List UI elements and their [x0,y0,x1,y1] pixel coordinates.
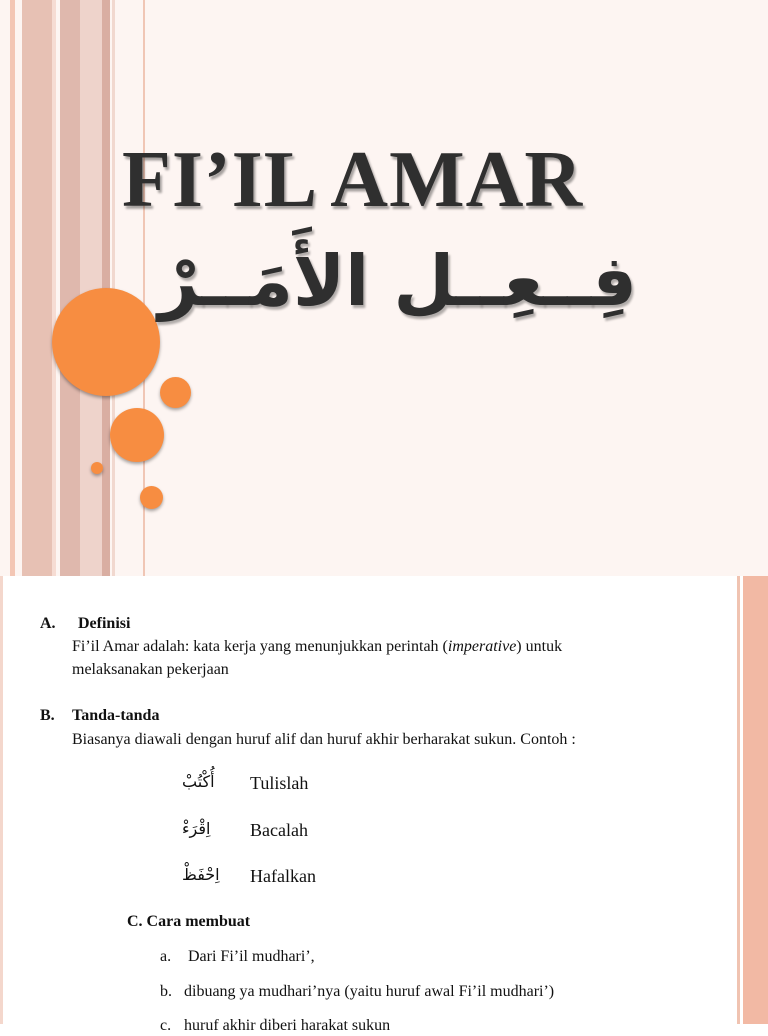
list-marker: b. [160,983,172,1000]
list-item: dibuang ya mudhari’nya (yaitu huruf awal Fi’il mudhari’) [184,983,555,1000]
section-a-heading: Definisi [78,615,131,632]
decor-circle [140,486,163,509]
example-meaning: Hafalkan [250,866,316,886]
definition-italic: imperative [447,638,517,655]
example-arabic: اِحْفَظْ [182,865,220,884]
decor-stripe [60,0,80,576]
definition-text: Fi’il Amar adalah: kata kerja yang menunjukkan perintah ( [72,638,448,655]
decor-stripe [52,0,56,576]
section-c-heading: C. Cara membuat [127,913,251,930]
list-item: Dari Fi’il mudhari’, [188,948,315,965]
decor-circle [160,377,191,408]
example-meaning: Bacalah [250,820,308,840]
example-arabic: أُكْتُبْ [182,772,215,791]
example-meaning: Tulislah [250,773,309,793]
section-a-letter: A. [40,615,56,632]
decor-stripe [10,0,15,576]
decor-circle-small [91,462,103,474]
section-b-text: Biasanya diawali dengan huruf alif dan huruf akhir berharakat sukun. Contoh : [72,731,576,748]
definition-line-2: melaksanakan pekerjaan [72,661,229,678]
section-b-letter: B. [40,707,55,724]
example-arabic: اِقْرَءْ [182,819,211,838]
decor-stripe [22,0,52,576]
slide-title: FI’IL AMAR [122,136,584,224]
decor-stripe [743,576,768,1024]
decor-stripe [737,576,740,1024]
list-marker: a. [160,948,172,965]
content-slide [0,576,768,1034]
decor-circle [110,408,164,462]
decor-stripe [0,576,3,1024]
definition-text-end: ) untuk [516,638,563,655]
list-item: huruf akhir diberi harakat sukun [184,1017,391,1034]
arabic-title: فِــعِــل الأَمَــرْ [158,240,637,322]
section-b-heading: Tanda-tanda [72,707,160,724]
definition-line-1 [72,637,562,657]
list-marker: c. [160,1017,172,1034]
